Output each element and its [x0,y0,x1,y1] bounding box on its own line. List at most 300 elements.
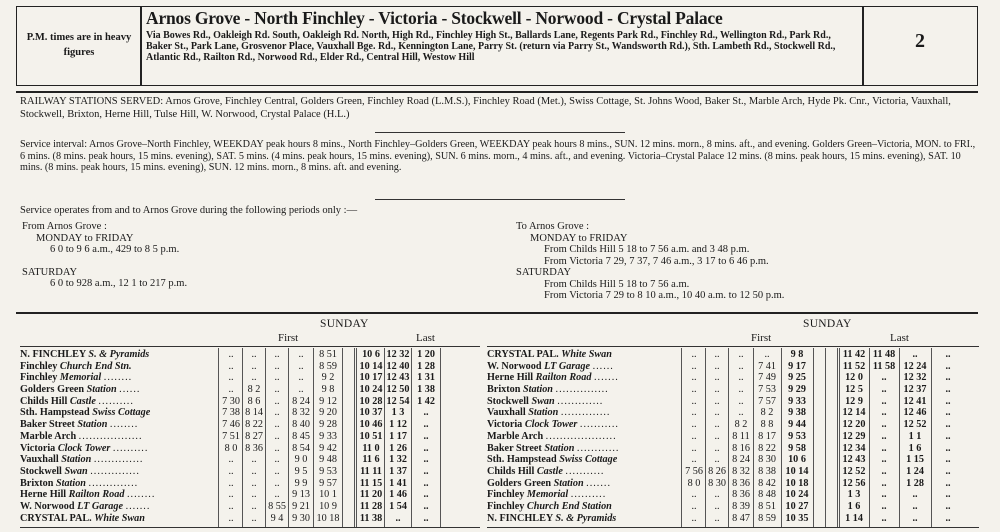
time-cell: 10 37 [359,407,383,419]
column-divider [931,348,932,527]
time-cell: .. [945,500,951,512]
leader-dots: .............. [560,407,611,419]
stop-area: CRYSTAL PAL. [20,512,92,524]
leader-dots: .............. [88,477,139,489]
time-cell: .. [881,442,887,454]
time-cell: .. [274,419,280,431]
time-cell: 9 30 [292,512,310,524]
time-cell: .. [714,372,720,384]
time-cell: 1 3 [391,407,405,419]
time-cell: .. [423,407,429,419]
time-cell: .. [881,395,887,407]
stop-place: Station [553,477,584,489]
time-cell: 10 51 [359,430,383,442]
time-cell: .. [912,512,918,524]
time-cell: 1 32 [389,454,407,466]
time-cell: 10 1 [319,489,337,501]
last-label: Last [890,332,909,344]
railway-stations-served: RAILWAY STATIONS SERVED: Arnos Grove, Finchley Central, Golders Green, Finchley Road (L.M.S.), Finchley Road (Met.), Swiss Cottage, St. Johns Wood, Baker St., Marble Arch, Hyde Pk. Cnr., Victoria, Vauxhall, Stockwell, Brixton, Herne Hill, Tulse Hill, W. Norwood, Crystal Palace (H.L.) [20,96,951,120]
time-cell: 9 0 [294,454,308,466]
time-cell: 8 48 [758,489,776,501]
time-cell: .. [228,384,234,396]
stop-name [20,407,150,419]
time-cell: 8 24 [732,454,750,466]
time-cell: .. [945,465,951,477]
time-cell: 10 28 [359,395,383,407]
time-cell: 9 44 [788,419,806,431]
stop-place: White Swan [94,512,145,524]
time-cell: .. [423,477,429,489]
time-cell: .. [945,395,951,407]
saturday-times: 6 0 to 928 a.m., 12 1 to 217 p.m. [50,278,188,289]
column-divider [354,348,357,527]
time-cell: 8 0 [687,477,701,489]
time-cell: 1 14 [845,512,863,524]
time-cell: 8 36 [732,477,750,489]
time-cell: 10 9 [319,500,337,512]
table-bottom-rule [487,527,979,528]
time-cell: 1 3 [847,489,861,501]
time-cell: 9 2 [321,372,335,384]
time-cell: .. [251,512,257,524]
time-cell: 1 24 [906,465,924,477]
stop-place: Swan [64,465,88,477]
time-cell: 8 22 [758,442,776,454]
time-cell: 9 4 [270,512,284,524]
time-cell: 8 51 [319,349,337,360]
time-cell: .. [228,489,234,501]
leader-dots: ........... [565,465,605,477]
time-cell: .. [714,430,720,442]
time-cell: 9 9 [294,477,308,489]
time-cell: .. [945,407,951,419]
stop-name [20,372,132,384]
time-cell: 10 6 [788,454,806,466]
stop-area: CRYSTAL PAL. [487,349,559,360]
stop-place: Clock Tower [57,442,111,454]
leader-dots: .................... [545,430,617,442]
time-cell: .. [228,500,234,512]
time-cell: 8 22 [245,419,263,431]
stop-place: Memorial [59,372,102,384]
time-cell: 12 56 [842,477,866,489]
time-cell: .. [881,407,887,419]
leader-dots: ....... [125,500,151,512]
time-cell: .. [423,442,429,454]
leader-dots: ............. [557,395,604,407]
time-cell: 9 58 [788,442,806,454]
time-cell: .. [738,360,744,372]
time-cell: .. [395,512,401,524]
stop-area: Finchley [487,500,525,512]
column-divider [218,348,219,527]
time-cell: .. [423,465,429,477]
time-cell: .. [714,395,720,407]
column-divider [411,348,412,527]
stop-name [487,489,606,501]
mon-fri-times: 6 0 to 9 6 a.m., 429 to 8 5 p.m. [50,244,180,255]
time-cell: .. [691,407,697,419]
time-cell: .. [228,465,234,477]
stop-area: Finchley [20,360,58,372]
stop-place: Castle [69,395,96,407]
time-cell: 12 14 [842,407,866,419]
time-cell: .. [423,512,429,524]
time-cell: 1 6 [908,442,922,454]
time-cell: 10 14 [785,465,809,477]
time-cell: 11 52 [842,360,866,372]
stop-area: Childs Hill [20,395,68,407]
stop-name [20,443,148,455]
stop-area: Stockwell [487,395,529,407]
stop-place: Station [61,454,92,466]
time-cell: .. [423,489,429,501]
time-cell: .. [274,442,280,454]
sunday-label: SUNDAY [803,318,852,330]
time-cell: .. [714,500,720,512]
stop-name [20,501,150,513]
time-cell: 8 51 [758,500,776,512]
time-cell: .. [881,419,887,431]
time-cell: .. [691,489,697,501]
leader-dots: .............. [93,454,144,466]
time-cell: .. [738,349,744,360]
time-cell: .. [691,419,697,431]
time-cell: 8 59 [758,512,776,524]
time-cell: .. [691,349,697,360]
stop-name [487,361,614,373]
column-divider [288,348,289,527]
time-cell: .. [274,349,280,360]
stop-name [487,513,616,525]
time-cell: 8 2 [734,419,748,431]
time-cell: .. [691,360,697,372]
time-cell: 9 53 [319,465,337,477]
time-cell: 9 29 [788,384,806,396]
time-cell: 12 32 [386,349,410,360]
stop-area: Herne Hill [487,372,534,384]
time-cell: 8 2 [247,384,261,396]
time-cell: .. [691,512,697,524]
time-cell: .. [298,384,304,396]
time-cell: 10 18 [316,512,340,524]
time-cell: .. [912,349,918,360]
time-cell: 12 0 [845,372,863,384]
time-cell: 7 46 [222,419,240,431]
time-cell: 1 26 [389,442,407,454]
time-cell: .. [738,384,744,396]
time-cell: 9 12 [319,395,337,407]
leader-dots: .......... [570,489,607,501]
time-cell: .. [423,419,429,431]
stop-place: Railton Road [68,489,125,501]
route-via-streets: Via Bowes Rd., Oakleigh Rd. South, Oakleigh Rd. North, High Rd., Finchley High St., Ballards Lane, Regents Park Rd., Finchley Rd., Wellington Rd., Park Rd., Baker St., Park Lane, Grosvenor Place, Vauxhall Bge. Rd., Kennington Lane, Parry St. (return via Parry St., Wandsworth Rd.), Sth. Lambeth Rd., Stockwell Rd., Atlantic Rd., Railton Rd., Norwood Rd., Elder Rd., Central Hill, Westow Hill [146,30,836,63]
saturday-label: SATURDAY [516,267,572,278]
time-cell: 12 20 [842,419,866,431]
stop-name [487,443,619,455]
time-cell: 10 24 [359,384,383,396]
periods-to-label: To Arnos Grove : [516,221,590,232]
time-cell: 8 39 [732,500,750,512]
time-cell: 12 41 [903,395,927,407]
time-cell: .. [714,407,720,419]
mon-fri-label: MONDAY to FRIDAY [530,232,628,244]
time-cell: 10 46 [359,419,383,431]
time-cell: .. [228,360,234,372]
time-cell: .. [881,454,887,466]
time-cell: 12 37 [903,384,927,396]
stop-name [20,431,143,443]
time-cell: 9 8 [321,384,335,396]
time-cell: .. [881,372,887,384]
time-cell: 7 41 [758,360,776,372]
mon-fri-line: From Victoria 7 29, 7 37, 7 46 a.m., 3 17 to 6 46 p.m. [544,255,769,267]
stop-area: Golders Green [487,477,552,489]
time-cell: 8 54 [292,442,310,454]
time-cell: .. [274,477,280,489]
stop-place: Railton Road [535,372,592,384]
stop-name [487,419,619,431]
time-cell: .. [274,372,280,384]
time-cell: .. [274,489,280,501]
time-cell: .. [738,395,744,407]
time-cell: .. [228,349,234,360]
time-cell: .. [228,454,234,466]
stop-name [487,372,619,384]
time-cell: .. [274,465,280,477]
time-cell: .. [764,349,770,360]
time-cell: .. [298,372,304,384]
time-cell: .. [714,419,720,431]
stop-area: Sth. Hampstead [20,407,90,419]
time-cell: .. [228,372,234,384]
table-top-rule [487,346,979,347]
stop-area: Brixton [487,384,521,396]
time-cell: 12 43 [842,454,866,466]
column-divider [899,348,900,527]
column-divider [728,348,729,527]
leader-dots: ...... [119,384,141,396]
time-cell: .. [251,349,257,360]
stop-place: Church End Stn. [59,360,132,372]
time-cell: 1 12 [389,419,407,431]
stop-name [20,466,140,478]
time-cell: 8 17 [758,430,776,442]
stop-place: Station [544,442,575,454]
time-cell: .. [945,360,951,372]
time-cell: 1 46 [389,489,407,501]
stop-name [20,419,138,431]
stop-place: Station [77,419,108,431]
time-cell: 8 8 [760,419,774,431]
leader-dots: .......... [98,395,134,407]
stop-name [487,478,611,490]
time-cell: 1 41 [389,477,407,489]
time-cell: 8 32 [292,407,310,419]
time-cell: .. [714,360,720,372]
time-cell: 9 13 [292,489,310,501]
column-divider [705,348,706,527]
column-divider [384,348,385,527]
stop-name [487,384,609,396]
stop-area: Finchley [20,372,58,384]
time-cell: .. [912,489,918,501]
time-cell: .. [691,442,697,454]
time-cell: .. [274,384,280,396]
time-cell: .. [714,349,720,360]
time-cell: 9 48 [319,454,337,466]
table-bottom-rule [20,527,480,528]
column-divider [440,348,441,527]
time-cell: 1 15 [906,454,924,466]
time-cell: .. [945,454,951,466]
time-cell: .. [274,395,280,407]
time-cell: 11 6 [362,454,380,466]
time-cell: 11 20 [359,489,383,501]
stop-place: White Swan [561,349,612,360]
stop-place: LT Garage [544,360,591,372]
time-cell: 7 57 [758,395,776,407]
time-cell: 12 46 [903,407,927,419]
time-cell: 11 15 [359,477,383,489]
time-cell: .. [251,454,257,466]
time-cell: .. [274,454,280,466]
time-cell: .. [714,489,720,501]
stop-name [487,396,603,408]
stop-place: Clock Tower [524,419,578,431]
time-cell: 7 49 [758,372,776,384]
time-cell: 12 52 [903,419,927,431]
stop-place: Memorial [526,489,569,501]
time-cell: 7 30 [222,395,240,407]
stop-area: Vauxhall [487,407,526,419]
time-cell: .. [881,500,887,512]
stop-area: W. Norwood [20,500,75,512]
stop-area: N. FINCHLEY [487,512,553,524]
stop-place: Station [55,477,86,489]
pm-times-note: P.M. times are in heavy figures [26,32,132,58]
leader-dots: ............ [576,442,620,454]
column-divider [753,348,754,527]
column-divider [837,348,840,527]
stop-place: Swan [531,395,555,407]
time-cell: 8 45 [292,430,310,442]
time-cell: 12 5 [845,384,863,396]
table-top-rule [20,346,480,347]
time-cell: 9 57 [319,477,337,489]
time-cell: 12 32 [903,372,927,384]
stop-name [20,513,145,525]
time-cell: .. [912,500,918,512]
header-divider [140,6,142,86]
stop-area: Baker Street [20,419,75,431]
time-cell: 10 24 [785,489,809,501]
time-cell: 1 1 [908,430,922,442]
column-divider [342,348,343,527]
stop-place: S. & Pyramids [555,512,617,524]
time-cell: .. [945,372,951,384]
stop-name [487,407,610,419]
stop-area: Golders Green [20,384,85,396]
time-cell: 11 58 [872,360,896,372]
time-cell: 1 6 [847,500,861,512]
time-cell: 12 54 [386,395,410,407]
saturday-label: SATURDAY [22,266,78,278]
leader-dots: .......... [112,442,149,454]
time-cell: 7 51 [222,430,240,442]
time-cell: .. [274,360,280,372]
time-cell: .. [945,477,951,489]
stop-name [20,396,134,408]
stop-name [20,454,143,466]
time-cell: 8 59 [319,360,337,372]
time-cell: 1 28 [417,360,435,372]
column-divider [869,348,870,527]
column-divider [813,348,814,527]
time-cell: .. [298,349,304,360]
time-cell: .. [881,477,887,489]
time-cell: 9 5 [294,465,308,477]
stop-name [487,431,617,443]
stop-place: Church End Station [526,500,612,512]
time-cell: 8 38 [758,465,776,477]
time-cell: 12 52 [842,465,866,477]
time-cell: 8 55 [268,500,286,512]
stop-place: Station [86,384,117,396]
time-cell: .. [251,500,257,512]
time-cell: .. [881,465,887,477]
leader-dots: ....... [593,372,619,384]
time-cell: 8 11 [732,430,750,442]
leader-dots: ........ [109,419,139,431]
stop-place: S. & Pyramids [88,349,150,360]
time-cell: .. [714,512,720,524]
time-cell: 12 50 [386,384,410,396]
time-cell: 12 43 [386,372,410,384]
leader-dots: .................. [78,430,143,442]
time-cell: .. [298,360,304,372]
stop-area: Vauxhall [20,454,59,466]
stop-area: Herne Hill [20,489,67,501]
time-cell: 7 53 [758,384,776,396]
sunday-label: SUNDAY [320,318,369,330]
stop-area: N. FINCHLEY [20,349,86,360]
section-divider [375,199,625,200]
time-cell: .. [251,360,257,372]
time-cell: 7 56 [685,465,703,477]
time-cell: .. [251,372,257,384]
stop-area: Childs Hill [487,465,535,477]
route-title: Arnos Grove - North Finchley - Victoria - Stockwell - Norwood - Crystal Palace [146,8,723,28]
time-cell: .. [738,407,744,419]
stop-area: Victoria [487,419,523,431]
time-cell: .. [738,372,744,384]
time-cell: 9 8 [790,349,804,360]
time-cell: 9 25 [788,372,806,384]
first-label: First [751,332,772,344]
section-rule [16,91,978,93]
first-label: First [278,332,299,344]
time-cell: 9 20 [319,407,337,419]
periods-from-arnos-grove [22,221,492,290]
time-cell: 8 14 [245,407,263,419]
time-cell: .. [714,442,720,454]
stop-name [487,501,612,513]
stop-place: Swiss Cottage [559,454,618,466]
time-cell: 8 40 [292,419,310,431]
time-cell: 9 33 [319,430,337,442]
time-cell: 9 21 [292,500,310,512]
